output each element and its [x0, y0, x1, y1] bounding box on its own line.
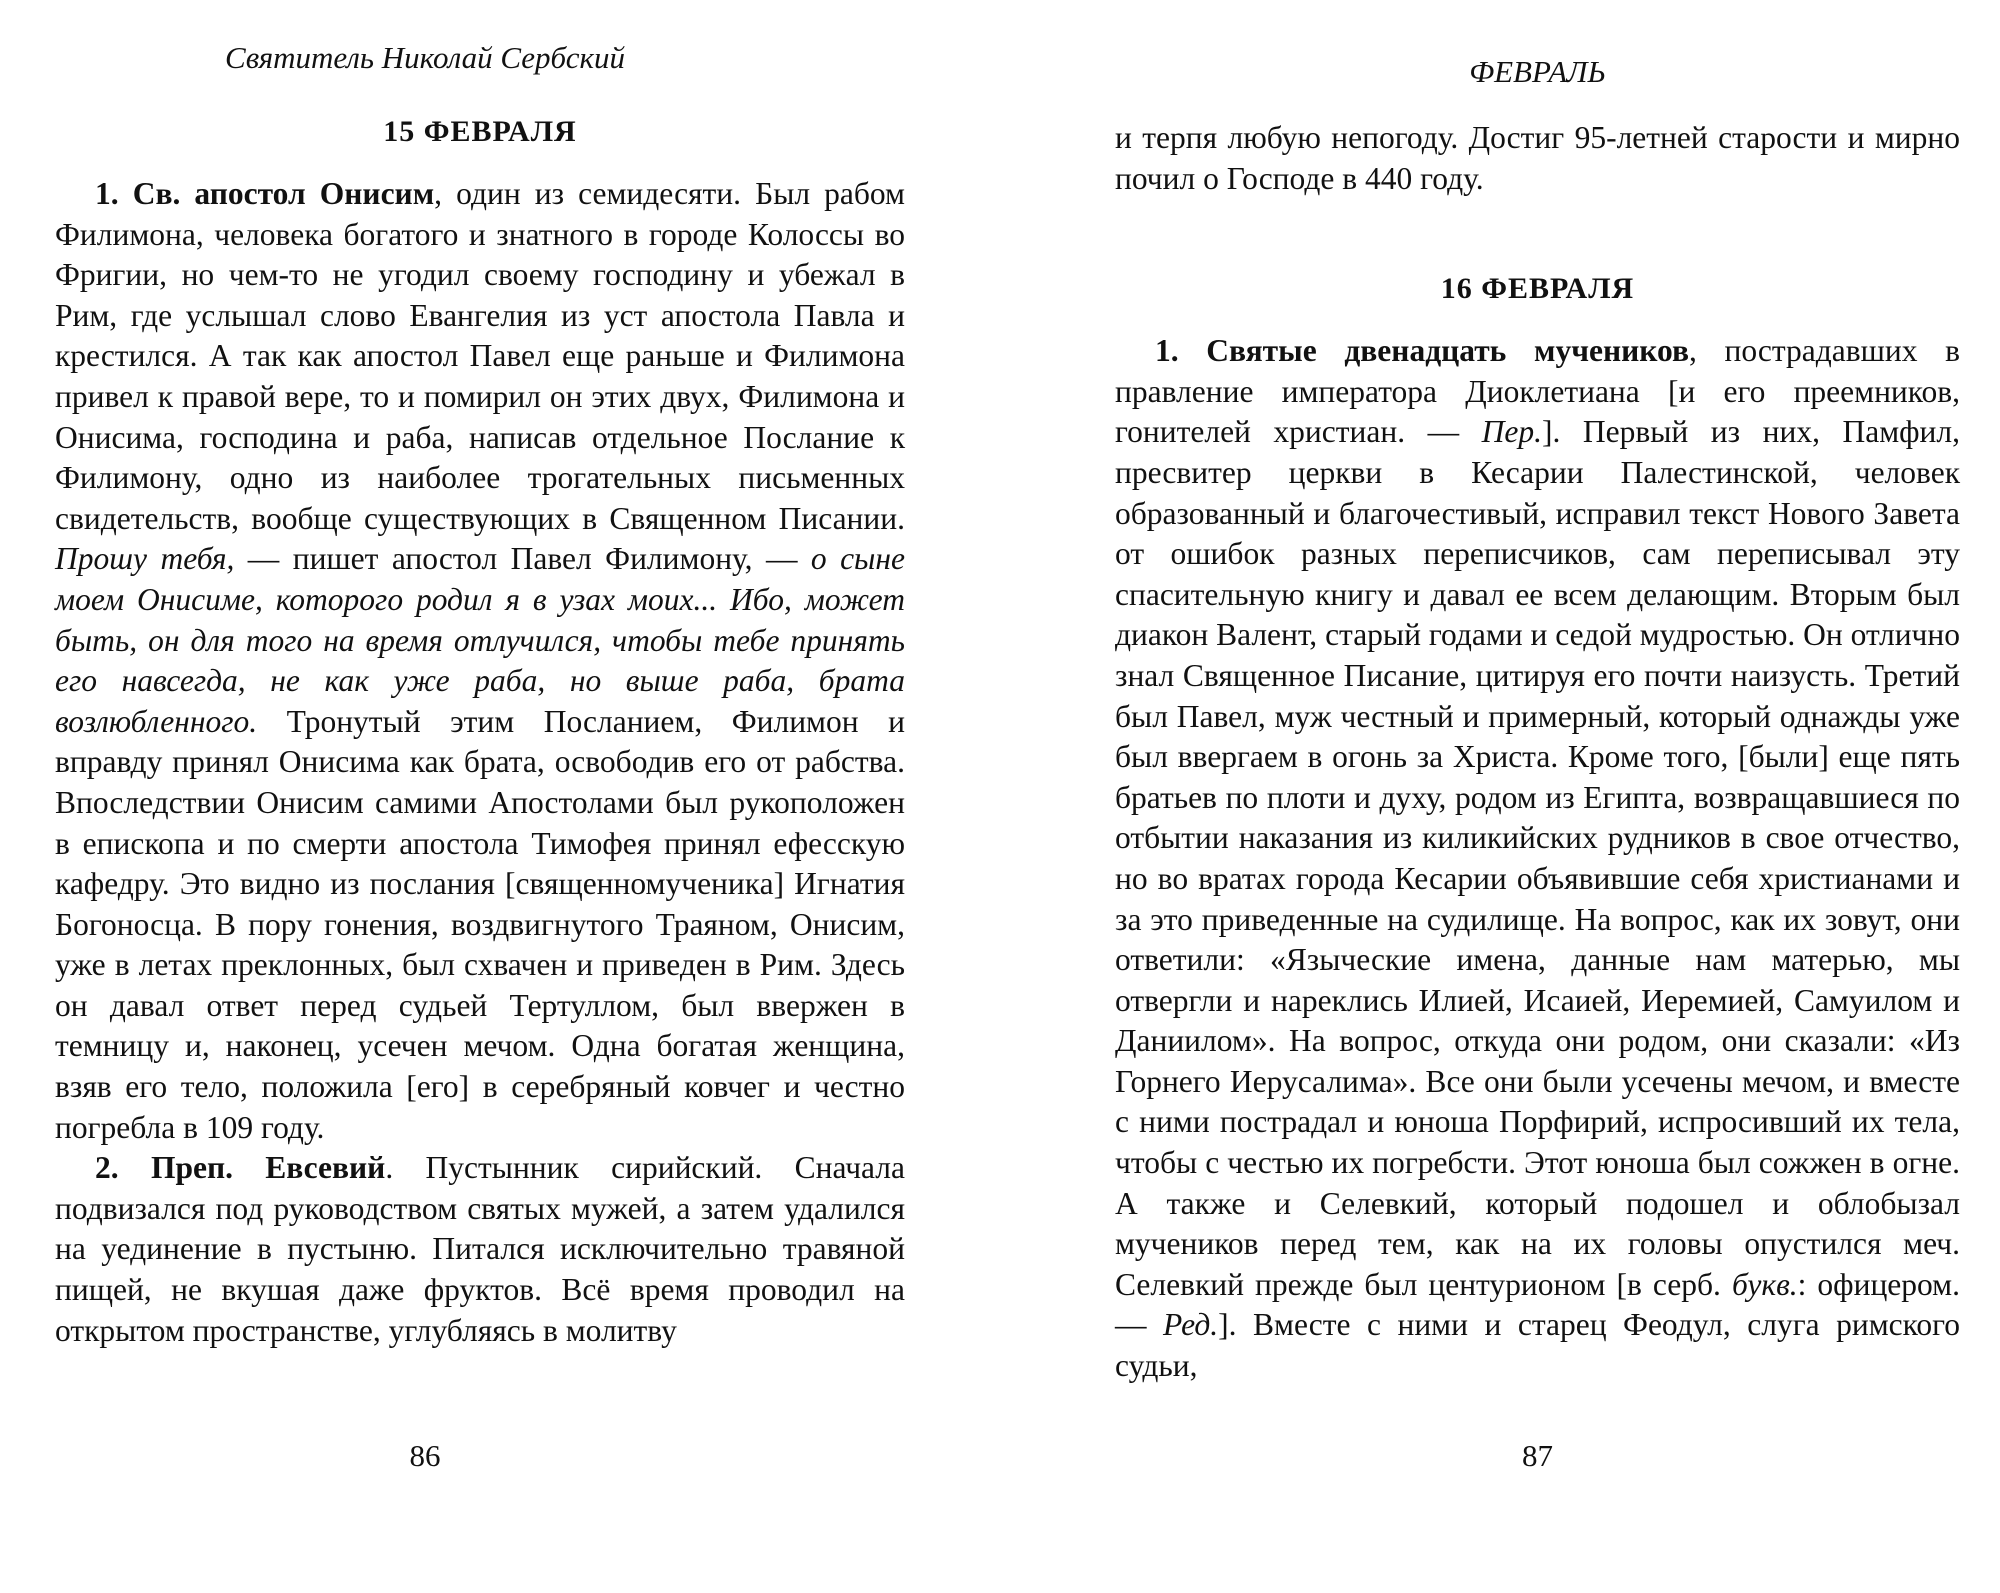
translator-note: Пер.: [1481, 414, 1543, 450]
saint-name-twelve-martyrs: Святые двенадцать мучеников: [1206, 333, 1689, 369]
left-page-body: [55, 112, 905, 1351]
entry-number: 1.: [1155, 333, 1179, 369]
left-page: [55, 0, 905, 1593]
saint-name-onesimus: Св. апостол Онисим: [132, 176, 435, 211]
entry-number: 2.: [95, 1150, 119, 1186]
running-header-left: Святитель Николай Сербский: [225, 40, 625, 75]
entry-twelve-martyrs: 1. Святые двенадцать мучеников, пострадавших в правление императора Диоклетиана [и его преемников, гонителей христиан. — Пер.]. Первый из них, Памфил, пресвитер церкви в Кесарии Палестинской, человек образованный и благочестивый, исправил текст Нового Завета от ошибок разных переписчиков, сам переписывал эту спасительную книгу и давал ее всем делающим. Вторым был диакон Валент, старый годами и седой мудростью. Он отлично знал Священное Писание, цитируя его почти наизусть. Третий был Павел, муж честный и примерный, который однажды уже был ввергаем в огонь за Христа. Кроме того, [были] еще пять братьев по плоти и духу, родом из Египта, возвращавшиеся по отбытии наказания из киликийских рудников в свое отчество, но во вратах города Кесарии объявившие себя христианами и за это приведенные на судилище. На вопрос, как их зовут, они ответили: «Языческие имена, данные нам матерью, мы отвергли и нареклись Илией, Исаией, Иеремией, Самуилом и Даниилом». На вопрос, откуда они родом, они сказали: «Из Горнего Иерусалима». Все они были усечены мечом, и вместе с ними пострадал и юноша Порфирий, испросивший их тела, чтобы с честью их погребсти. Этот юноша был сожжен в огне. А также и Селевкий, который подошел и облобызал мучеников перед тем, как на их головы опустился меч. Селевкий прежде был центурионом [в серб. букв.: офицером. — Ред.]. Вместе с ними и старец Феодул, слуга римского судьи,: [1115, 333, 1961, 1384]
page-number-right: 87: [1522, 1438, 1553, 1473]
entry-number: 1.: [95, 176, 119, 211]
abbreviation-italic: букв.: [1731, 1266, 1798, 1302]
continuation-paragraph: и терпя любую непогоду. Достиг 95-летней старости и мирно почил о Господе в 440 году.: [1115, 120, 1960, 196]
saint-name-eusebius: Преп. Евсевий: [150, 1150, 386, 1186]
quote-italic: Прошу тебя,: [55, 541, 235, 577]
date-heading-16-february: 16 ФЕВРАЛЯ: [1440, 272, 1635, 306]
editor-note: Ред.: [1163, 1307, 1219, 1343]
running-header-right: ФЕВРАЛЬ: [1469, 54, 1606, 89]
right-page: [1115, 0, 1960, 1593]
entry-eusebius: 2. Преп. Евсевий. Пустынник сирийский. Сначала подвизался под руководством святых мужей, а затем удалился на уединение в пустыню. Питался исключительно травяной пищей, не вкушая даже фруктов. Всё время проводил на открытом пространстве, углубляясь в молитву: [55, 1150, 905, 1348]
quote-italic: о сыне моем Онисиме, которого родил я в узах моих... Ибо, может быть, он для того на время отлучился, чтобы тебе принять его навсегда, не как уже раба, но выше раба, брата возлюбленного.: [55, 541, 905, 739]
date-heading-15-february: 15 ФЕВРАЛЯ: [383, 115, 577, 148]
entry-onesimus: 1. Св. апостол Онисим, один из семидесяти. Был рабом Филимона, человека богатого и знатного в городе Колоссы во Фригии, но чем-то не угодил своему господину и убежал в Рим, где услышал слово Евангелия из уст апостола Павла и крестился. А так как апостол Павел еще раньше и Филимона привел к правой вере, то и помирил он этих двух, Филимона и Онисима, господина и раба, написав отдельное Послание к Филимону, одно из наиболее трогательных письменных свидетельств, вообще существующих в Священном Писании. Прошу тебя, — пишет апостол Павел Филимону, — о сыне моем Онисиме, которого родил я в узах моих... Ибо, может быть, он для того на время отлучился, чтобы тебе принять его навсегда, не как уже раба, но выше раба, брата возлюбленного. Тронутый этим Посланием, Филимон и вправду принял Онисима как брата, освободив его от рабства. Впоследствии Онисим самими Апостолами был рукоположен в епископа и по смерти апостола Тимофея принял ефесскую кафедру. Это видно из послания [священномученика] Игнатия Богоносца. В пору гонения, воздвигнутого Траяном, Онисим, уже в летах преклонных, был схвачен и приведен в Рим. Здесь он давал ответ перед судьей Тертуллом, был ввержен в темницу и, наконец, усечен мечом. Одна богатая женщина, взяв его тело, положила [его] в серебряный ковчег и честно погребла в 109 году.: [55, 176, 905, 1145]
right-page-body: [1115, 118, 1960, 1387]
page-number-left: 86: [409, 1438, 441, 1473]
